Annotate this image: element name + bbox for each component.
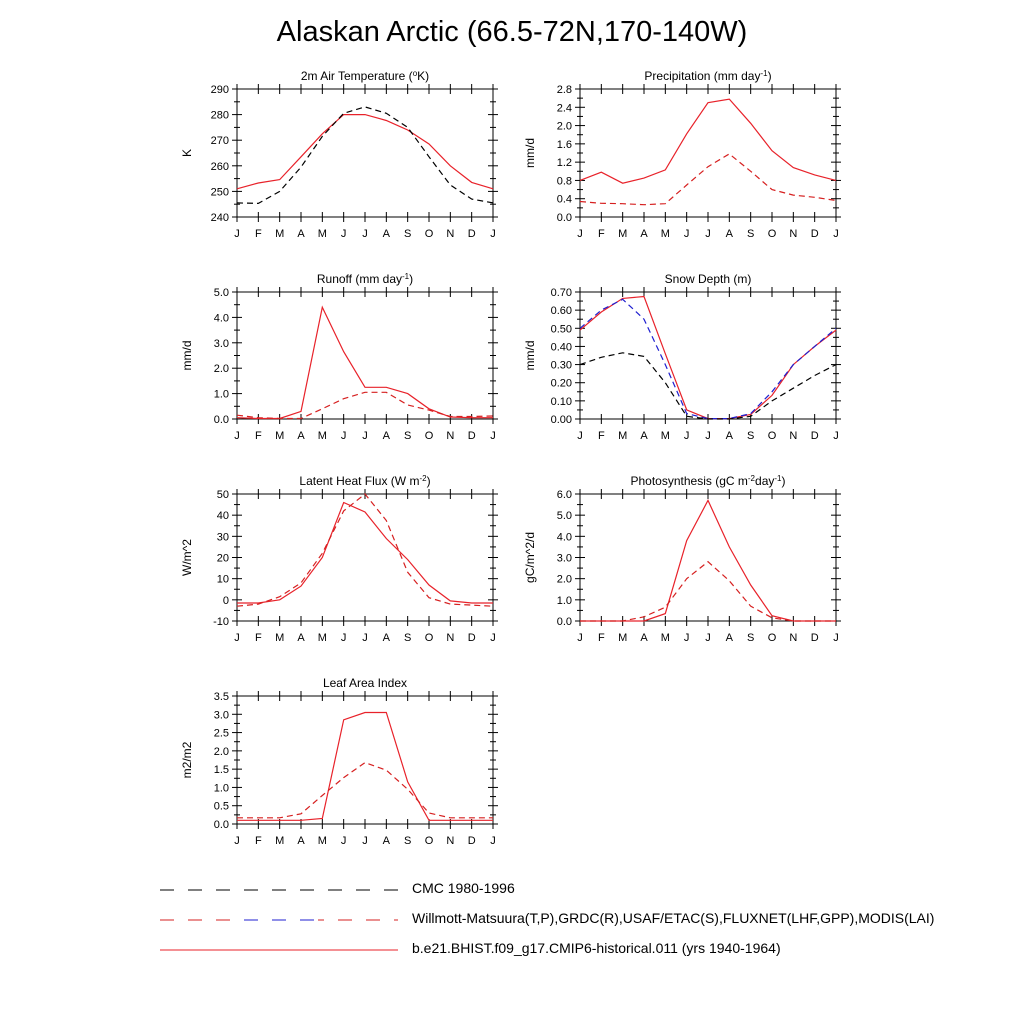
- x-tick-label: O: [424, 228, 434, 240]
- chart-title: Photosynthesis (gC $m^{-2}day^{-1}$): [630, 473, 786, 488]
- y-axis-label: mm/d: [523, 340, 537, 371]
- y-tick-label: 0.8: [556, 175, 572, 188]
- chart-title: Runoff (mm day$^{-1}$): [316, 271, 414, 286]
- legend-label-model: b.e21.BHIST.f09_g17.CMIP6-historical.011 (yrs 1940-1964): [412, 940, 781, 956]
- series-line-model: [580, 500, 836, 621]
- x-tick-label: D: [810, 228, 819, 240]
- x-tick-label: F: [254, 835, 262, 847]
- y-tick-label: 2.0: [556, 120, 572, 133]
- x-tick-label: N: [789, 632, 798, 644]
- x-tick-label: M: [618, 228, 628, 240]
- plot-frame: [580, 89, 836, 217]
- legend-label-observations: Willmott-Matsuura(T,P),GRDC(R),USAF/ETAC(S),FLUXNET(LHF,GPP),MODIS(LAI): [412, 910, 935, 926]
- plot-frame: [237, 696, 493, 824]
- x-tick-label: M: [275, 430, 285, 442]
- x-tick-label: A: [382, 430, 391, 442]
- y-tick-label: 1.5: [213, 764, 229, 777]
- x-tick-label: F: [597, 228, 605, 240]
- plot-frame: [237, 292, 493, 419]
- x-tick-label: J: [362, 632, 368, 644]
- y-tick-label: 0.50: [550, 323, 572, 336]
- chart-panel-0: [180, 69, 498, 241]
- x-tick-label: J: [833, 430, 839, 442]
- x-tick-label: D: [810, 632, 819, 644]
- series-line-cmc: [237, 107, 493, 203]
- series-line-obs_red: [237, 763, 493, 818]
- y-axis-label: mm/d: [180, 340, 194, 371]
- x-tick-label: N: [446, 632, 455, 644]
- x-tick-label: J: [362, 430, 368, 442]
- x-tick-label: A: [725, 430, 734, 442]
- x-tick-label: J: [577, 430, 583, 442]
- x-tick-label: J: [234, 228, 240, 240]
- series-line-model: [580, 99, 836, 183]
- x-tick-label: S: [403, 632, 412, 644]
- x-tick-label: F: [254, 430, 262, 442]
- y-tick-label: 3.0: [213, 709, 229, 722]
- x-tick-label: A: [725, 632, 734, 644]
- x-tick-label: A: [382, 632, 391, 644]
- x-tick-label: A: [297, 632, 305, 644]
- x-tick-label: O: [424, 430, 434, 442]
- x-tick-label: S: [746, 632, 755, 644]
- series-line-model: [237, 713, 493, 821]
- x-tick-label: A: [725, 228, 734, 240]
- x-tick-label: S: [403, 430, 412, 442]
- y-tick-label: 1.0: [213, 782, 229, 795]
- x-tick-label: A: [640, 632, 648, 644]
- x-tick-label: J: [340, 632, 347, 644]
- y-tick-label: 0.0: [556, 616, 572, 628]
- x-tick-label: D: [467, 632, 476, 644]
- y-tick-label: 20: [216, 552, 229, 565]
- x-tick-label: M: [317, 632, 327, 644]
- x-tick-label: J: [577, 228, 583, 240]
- y-tick-label: 3.0: [213, 337, 229, 350]
- x-tick-label: J: [234, 632, 240, 644]
- y-tick-label: 1.2: [556, 157, 572, 170]
- x-tick-label: A: [297, 430, 305, 442]
- series-line-model: [237, 115, 493, 189]
- y-tick-label: 1.6: [556, 138, 572, 151]
- x-tick-label: J: [490, 835, 496, 847]
- plot-frame: [580, 292, 836, 419]
- y-tick-label: 0.0: [213, 819, 229, 831]
- x-tick-label: M: [275, 632, 285, 644]
- x-tick-label: M: [660, 430, 670, 442]
- y-axis-label: gC/m^2/d: [523, 532, 537, 583]
- y-tick-label: 4.0: [556, 531, 572, 544]
- y-tick-label: 2.0: [556, 573, 572, 586]
- x-tick-label: F: [254, 632, 262, 644]
- chart-panel-2: [180, 272, 498, 443]
- x-tick-label: F: [254, 228, 262, 240]
- y-tick-label: 0.20: [550, 377, 572, 390]
- y-tick-label: 1.0: [213, 388, 229, 401]
- x-tick-label: J: [362, 228, 368, 240]
- x-tick-label: N: [446, 430, 455, 442]
- y-tick-label: 250: [210, 186, 229, 199]
- y-tick-label: 5.0: [556, 510, 572, 523]
- x-tick-label: M: [660, 228, 670, 240]
- y-tick-label: 0.0: [556, 212, 572, 224]
- series-line-model: [237, 307, 493, 418]
- x-tick-label: J: [362, 835, 368, 847]
- x-tick-label: J: [340, 430, 347, 442]
- series-line-model: [580, 297, 836, 419]
- series-line-obs_red: [237, 494, 493, 606]
- x-tick-label: M: [275, 228, 285, 240]
- y-tick-label: 260: [210, 160, 229, 173]
- x-tick-label: S: [403, 835, 412, 847]
- series-line-obs_red: [580, 154, 836, 205]
- plot-frame: [580, 494, 836, 621]
- x-tick-label: F: [597, 632, 605, 644]
- chart-title: Leaf Area Index: [322, 676, 408, 690]
- x-tick-label: M: [317, 430, 327, 442]
- x-tick-label: D: [467, 430, 476, 442]
- figure-title: Alaskan Arctic (66.5-72N,170-140W): [276, 16, 748, 48]
- y-tick-label: 290: [210, 84, 229, 96]
- x-tick-label: N: [789, 430, 798, 442]
- y-tick-label: 1.0: [556, 594, 572, 607]
- y-tick-label: 0.00: [550, 414, 572, 426]
- x-tick-label: D: [467, 228, 476, 240]
- x-tick-label: J: [833, 632, 839, 644]
- y-tick-label: 2.0: [213, 363, 229, 376]
- x-tick-label: J: [683, 430, 690, 442]
- x-tick-label: J: [683, 228, 690, 240]
- series-line-obs_red: [580, 562, 836, 621]
- x-tick-label: S: [403, 228, 412, 240]
- chart-title: Snow Depth (m): [664, 272, 752, 286]
- series-line-cmc: [580, 353, 836, 419]
- x-tick-label: J: [833, 228, 839, 240]
- y-tick-label: 6.0: [556, 489, 572, 501]
- chart-panel-4: [180, 474, 498, 645]
- x-tick-label: D: [810, 430, 819, 442]
- x-tick-label: O: [767, 228, 777, 240]
- plot-frame: [237, 89, 493, 217]
- legend-swatch-model: [158, 940, 408, 960]
- x-tick-label: M: [317, 835, 327, 847]
- chart-title: Precipitation (mm day$^{-1}$): [644, 68, 772, 83]
- x-tick-label: J: [490, 430, 496, 442]
- x-tick-label: D: [467, 835, 476, 847]
- x-tick-label: A: [640, 228, 648, 240]
- x-tick-label: N: [446, 228, 455, 240]
- x-tick-label: J: [705, 228, 711, 240]
- y-tick-label: 0.0: [213, 414, 229, 426]
- x-tick-label: M: [275, 835, 285, 847]
- y-tick-label: -10: [213, 616, 229, 628]
- y-tick-label: 0.60: [550, 305, 572, 318]
- y-tick-label: 2.4: [556, 102, 572, 115]
- y-tick-label: 10: [216, 573, 229, 586]
- legend-swatch-cmc: [158, 880, 408, 900]
- x-tick-label: J: [490, 228, 496, 240]
- legend-label-cmc: CMC 1980-1996: [412, 880, 515, 896]
- y-tick-label: 270: [210, 135, 229, 148]
- y-tick-label: 40: [216, 510, 229, 523]
- y-axis-label: m2/m2: [180, 741, 194, 779]
- y-tick-label: 2.0: [213, 745, 229, 758]
- series-line-model: [237, 503, 493, 604]
- x-tick-label: A: [382, 228, 391, 240]
- x-tick-label: A: [297, 228, 305, 240]
- x-tick-label: N: [789, 228, 798, 240]
- plot-frame: [237, 494, 493, 621]
- y-tick-label: 5.0: [213, 287, 229, 299]
- x-tick-label: S: [746, 430, 755, 442]
- chart-title: Latent Heat Flux (W $m^{-2}$): [299, 473, 431, 488]
- x-tick-label: J: [340, 228, 347, 240]
- x-tick-label: O: [424, 632, 434, 644]
- y-tick-label: 2.8: [556, 84, 572, 96]
- x-tick-label: M: [618, 632, 628, 644]
- x-tick-label: O: [767, 632, 777, 644]
- y-tick-label: 0.70: [550, 287, 572, 299]
- x-tick-label: J: [705, 430, 711, 442]
- y-tick-label: 0.30: [550, 359, 572, 372]
- x-tick-label: O: [767, 430, 777, 442]
- y-tick-label: 0: [222, 594, 229, 607]
- x-tick-label: J: [490, 632, 496, 644]
- y-axis-label: W/m^2: [180, 539, 194, 576]
- y-axis-label: K: [180, 148, 194, 158]
- chart-panel-1: [523, 69, 841, 241]
- chart-title: 2m Air Temperature ($^o$K): [300, 68, 430, 83]
- x-tick-label: A: [382, 835, 391, 847]
- y-axis-label: mm/d: [523, 138, 537, 168]
- y-tick-label: 30: [216, 531, 229, 544]
- y-tick-label: 0.4: [556, 193, 572, 206]
- x-tick-label: A: [640, 430, 648, 442]
- chart-panel-6: [180, 676, 498, 847]
- x-tick-label: J: [340, 835, 347, 847]
- x-tick-label: J: [705, 632, 711, 644]
- x-tick-label: J: [577, 632, 583, 644]
- x-tick-label: J: [234, 835, 240, 847]
- x-tick-label: J: [234, 430, 240, 442]
- x-tick-label: M: [317, 228, 327, 240]
- series-line-obs_blue: [580, 299, 836, 418]
- y-tick-label: 50: [216, 489, 229, 501]
- chart-panel-5: [523, 474, 841, 645]
- y-tick-label: 3.5: [213, 691, 229, 703]
- x-tick-label: A: [297, 835, 305, 847]
- x-tick-label: M: [660, 632, 670, 644]
- x-tick-label: N: [446, 835, 455, 847]
- x-tick-label: S: [746, 228, 755, 240]
- x-tick-label: F: [597, 430, 605, 442]
- y-tick-label: 4.0: [213, 312, 229, 325]
- y-tick-label: 3.0: [556, 552, 572, 565]
- y-tick-label: 280: [210, 109, 229, 122]
- y-tick-label: 240: [210, 212, 229, 224]
- x-tick-label: M: [618, 430, 628, 442]
- chart-panel-3: [523, 272, 841, 442]
- x-tick-label: O: [424, 835, 434, 847]
- y-tick-label: 2.5: [213, 727, 229, 740]
- x-tick-label: J: [683, 632, 690, 644]
- y-tick-label: 0.5: [213, 800, 229, 813]
- y-tick-label: 0.40: [550, 341, 572, 354]
- y-tick-label: 0.10: [550, 395, 572, 408]
- legend-swatch-observations: [158, 910, 408, 930]
